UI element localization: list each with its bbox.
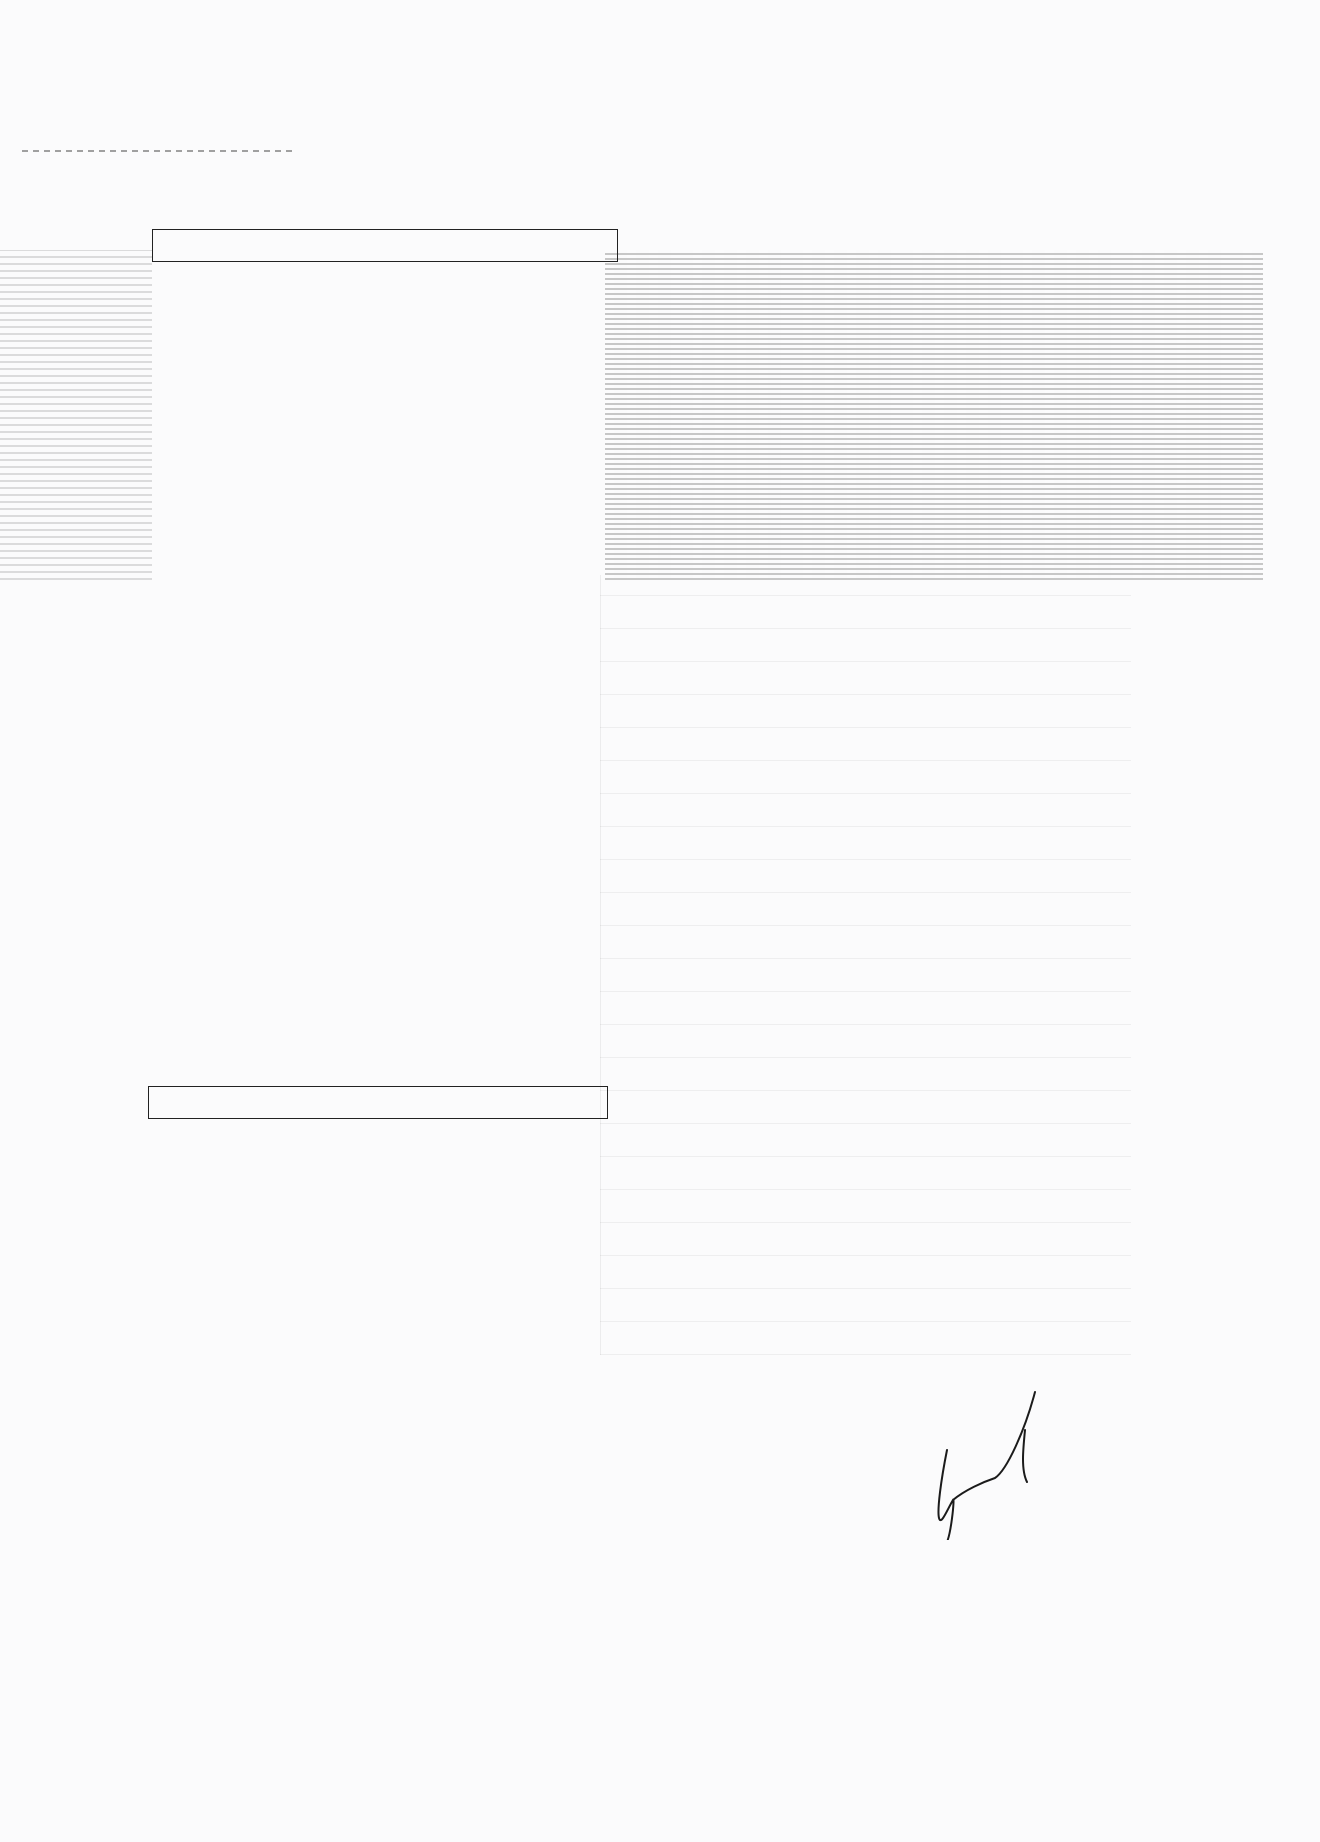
table-heading: [149, 1087, 608, 1119]
physical-activity-health-table: [152, 229, 618, 262]
handwritten-signature: [925, 1390, 1055, 1540]
bleed-through-background: [600, 575, 1131, 1355]
scan-noise-right: [605, 250, 1263, 580]
scan-noise-left: [0, 250, 152, 580]
title-scan-artifact: [22, 150, 292, 152]
table-heading: [153, 230, 618, 262]
mental-training-table: [148, 1086, 608, 1119]
